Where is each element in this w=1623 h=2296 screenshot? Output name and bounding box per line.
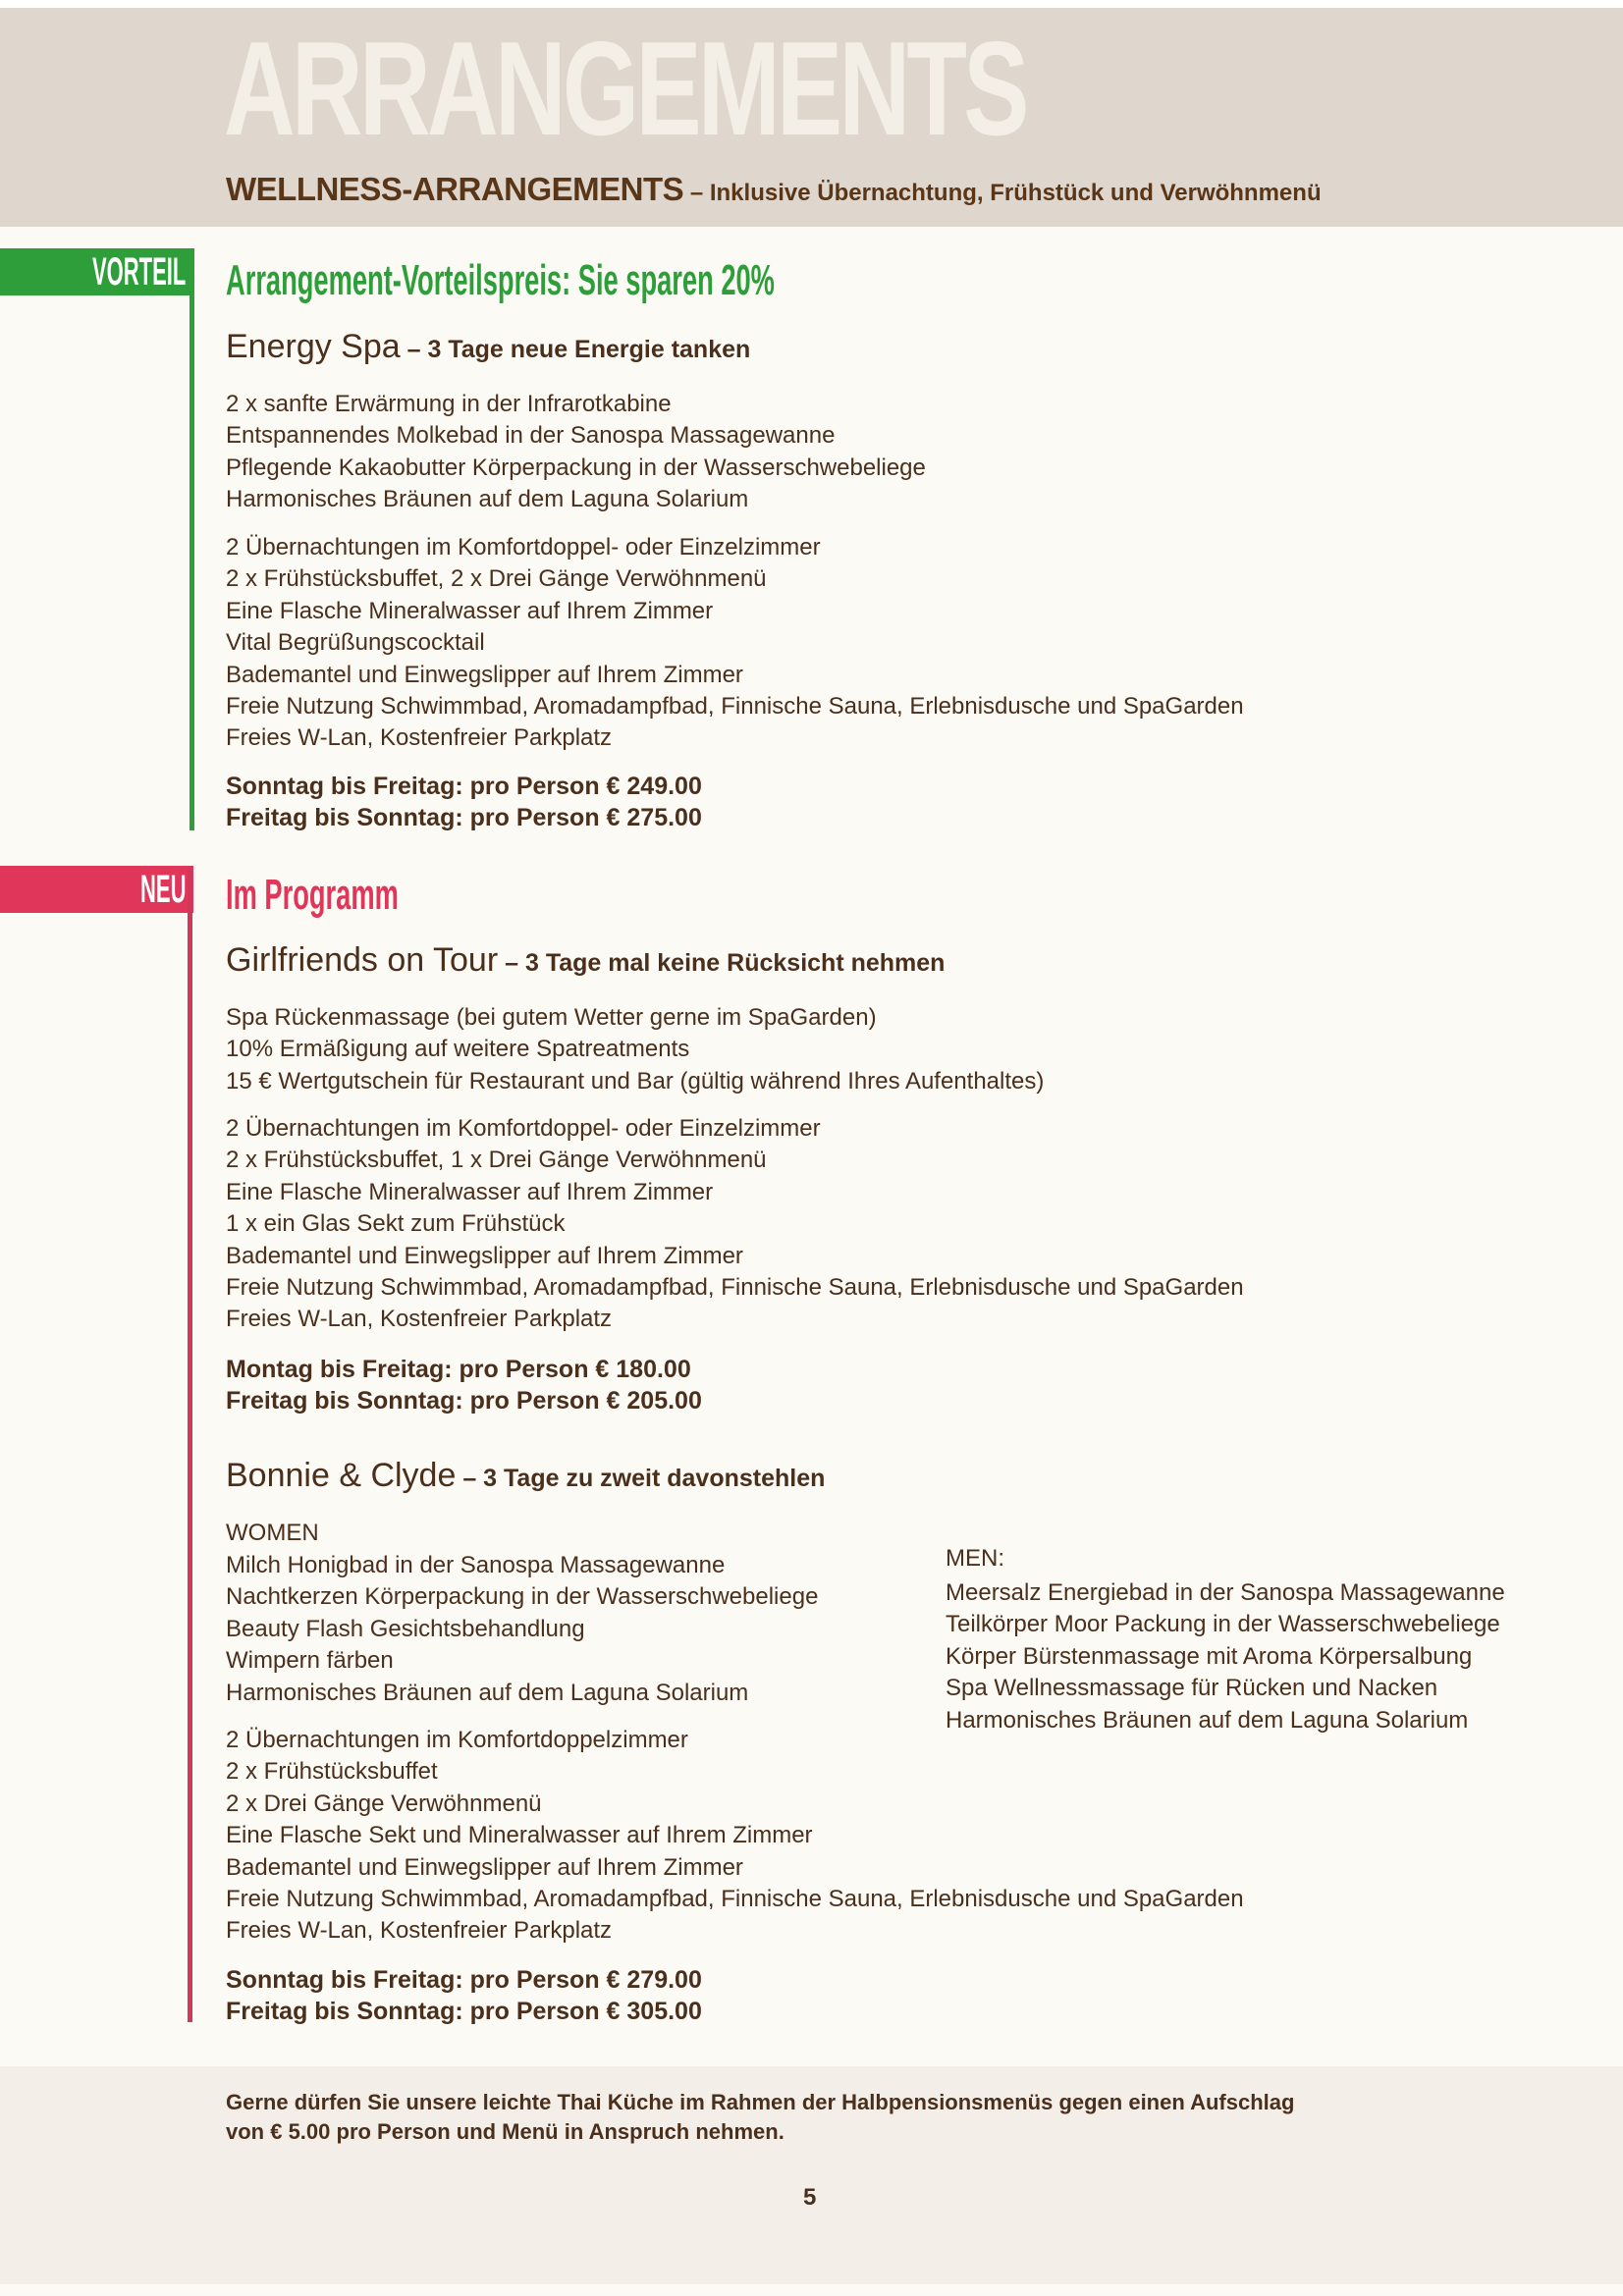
includes-list [226, 1113, 1244, 1336]
list-item: Freies W-Lan, Kostenfreier Parkplatz [226, 1917, 613, 1945]
neu-badge-label: NEU [139, 868, 186, 911]
price-list [226, 771, 702, 834]
list-item: Freitag bis Sonntag: pro Person € 275.00 [226, 804, 702, 832]
list-item: Freie Nutzung Schwimmbad, Aromadampfbad, Finnische Sauna, Erlebnisdusche und SpaGarden [226, 693, 1244, 721]
list-item: Entspannendes Molkebad in der Sanospa Massagewanne [226, 422, 836, 450]
men-label: MEN: [946, 1545, 1004, 1572]
list-item: Freie Nutzung Schwimmbad, Aromadampfbad, Finnische Sauna, Erlebnisdusche und SpaGarden [226, 1274, 1244, 1302]
women-treatments [226, 1550, 818, 1709]
header-background-word: ARRANGEMENTS [224, 22, 1026, 155]
list-item: Montag bis Freitag: pro Person € 180.00 [226, 1356, 691, 1383]
footer-note [226, 2088, 1294, 2147]
list-item: 2 x Frühstücksbuffet [226, 1758, 438, 1786]
list-item: 2 x Frühstücksbuffet, 1 x Drei Gänge Verwöhnmenü [226, 1147, 767, 1174]
list-item: 2 Übernachtungen im Komfortdoppelzimmer [226, 1727, 688, 1753]
men-treatments [946, 1577, 1505, 1736]
list-item: Freitag bis Sonntag: pro Person € 305.00 [226, 1998, 702, 2026]
list-item: Spa Rückenmassage (bei gutem Wetter gerne im SpaGarden) [226, 1004, 877, 1031]
price-list [226, 1964, 702, 2028]
neu-divider [188, 866, 192, 2022]
includes-list [226, 1725, 1244, 1948]
list-item: Beauty Flash Gesichtsbehandlung [226, 1615, 585, 1642]
price-list [226, 1354, 702, 1417]
list-item: Sonntag bis Freitag: pro Person € 249.00 [226, 773, 702, 800]
package-name: Girlfriends on Tour [226, 941, 499, 979]
list-item: Teilkörper Moor Packung in der Wasserschwebeliege [946, 1611, 1500, 1638]
list-item: Nachtkerzen Körperpackung in der Wasserschwebeliege [226, 1583, 819, 1611]
list-item: Bademantel und Einwegslipper auf Ihrem Zimmer [226, 1853, 743, 1881]
neu-badge [0, 866, 193, 913]
list-item: 2 Übernachtungen im Komfortdoppel- oder Einzelzimmer [226, 534, 821, 561]
women-label: WOMEN [226, 1520, 319, 1546]
list-item: von € 5.00 pro Person und Menü in Anspruch nehmen. [226, 2119, 784, 2144]
list-item: Freies W-Lan, Kostenfreier Parkplatz [226, 1306, 613, 1333]
list-item: Eine Flasche Mineralwasser auf Ihrem Zimmer [226, 1178, 714, 1205]
package-title [226, 330, 750, 363]
package-tagline: – 3 Tage zu zweit davonstehlen [456, 1465, 826, 1492]
list-item: Milch Honigbad in der Sanospa Massagewanne [226, 1552, 726, 1578]
list-item: 2 x Frühstücksbuffet, 2 x Drei Gänge Verwöhnmenü [226, 565, 767, 593]
list-item: Eine Flasche Sekt und Mineralwasser auf Ihrem Zimmer [226, 1822, 813, 1849]
vorteil-divider [189, 248, 194, 830]
list-item: Vital Begrüßungscocktail [226, 629, 485, 657]
list-item: Freie Nutzung Schwimmbad, Aromadampfbad, Finnische Sauna, Erlebnisdusche und SpaGarden [226, 1886, 1244, 1913]
list-item: Bademantel und Einwegslipper auf Ihrem Zimmer [226, 1242, 743, 1269]
treatment-list [226, 1002, 1044, 1097]
vorteil-badge-label: VORTEIL [91, 250, 186, 294]
page-title [226, 171, 1322, 208]
list-item: Freies W-Lan, Kostenfreier Parkplatz [226, 724, 613, 752]
vorteil-heading: Arrangement-Vorteilspreis: Sie sparen 20% [226, 256, 775, 304]
package-title [226, 943, 945, 977]
list-item: Harmonisches Bräunen auf dem Laguna Solarium [226, 486, 749, 513]
list-item: 2 x sanfte Erwärmung in der Infrarotkabine [226, 391, 672, 417]
list-item: 15 € Wertgutschein für Restaurant und Bar (gültig während Ihres Aufenthaltes) [226, 1067, 1045, 1095]
package-tagline: – 3 Tage mal keine Rücksicht nehmen [498, 949, 946, 977]
list-item: Harmonisches Bräunen auf dem Laguna Solarium [946, 1706, 1469, 1734]
list-item: Spa Wellnessmassage für Rücken und Nacken [946, 1675, 1438, 1702]
list-item: Bademantel und Einwegslipper auf Ihrem Zimmer [226, 661, 743, 688]
list-item: Wimpern färben [226, 1647, 394, 1675]
list-item: 1 x ein Glas Sekt zum Frühstück [226, 1210, 566, 1238]
package-tagline: – 3 Tage neue Energie tanken [400, 336, 751, 363]
treatment-list [226, 389, 926, 516]
title-subtitle: – Inklusive Übernachtung, Frühstück und Verwöhnmenü [683, 180, 1322, 206]
vorteil-badge [0, 248, 193, 295]
top-margin [0, 0, 1623, 8]
list-item: Freitag bis Sonntag: pro Person € 205.00 [226, 1387, 702, 1415]
list-item: Sonntag bis Freitag: pro Person € 279.00 [226, 1966, 702, 1994]
title-main: WELLNESS-ARRANGEMENTS [226, 171, 684, 207]
list-item: Gerne dürfen Sie unsere leichte Thai Küche im Rahmen der Halbpensionsmenüs gegen einen Aufschlag [226, 2090, 1295, 2114]
neu-heading: Im Programm [226, 871, 399, 919]
package-title [226, 1459, 825, 1492]
list-item: Eine Flasche Mineralwasser auf Ihrem Zimmer [226, 597, 714, 624]
list-item: 2 x Drei Gänge Verwöhnmenü [226, 1789, 542, 1817]
page-number: 5 [803, 2184, 817, 2211]
list-item: Pflegende Kakaobutter Körperpackung in der Wasserschwebeliege [226, 454, 926, 481]
package-name: Energy Spa [226, 328, 401, 365]
header-band [0, 8, 1623, 227]
package-name: Bonnie & Clyde [226, 1457, 457, 1494]
list-item: 2 Übernachtungen im Komfortdoppel- oder Einzelzimmer [226, 1115, 821, 1142]
list-item: 10% Ermäßigung auf weitere Spatreatments [226, 1036, 690, 1063]
includes-list [226, 532, 1244, 755]
list-item: Harmonisches Bräunen auf dem Laguna Solarium [226, 1679, 749, 1706]
list-item: Körper Bürstenmassage mit Aroma Körpersalbung [946, 1642, 1473, 1670]
list-item: Meersalz Energiebad in der Sanospa Massagewanne [946, 1579, 1505, 1606]
